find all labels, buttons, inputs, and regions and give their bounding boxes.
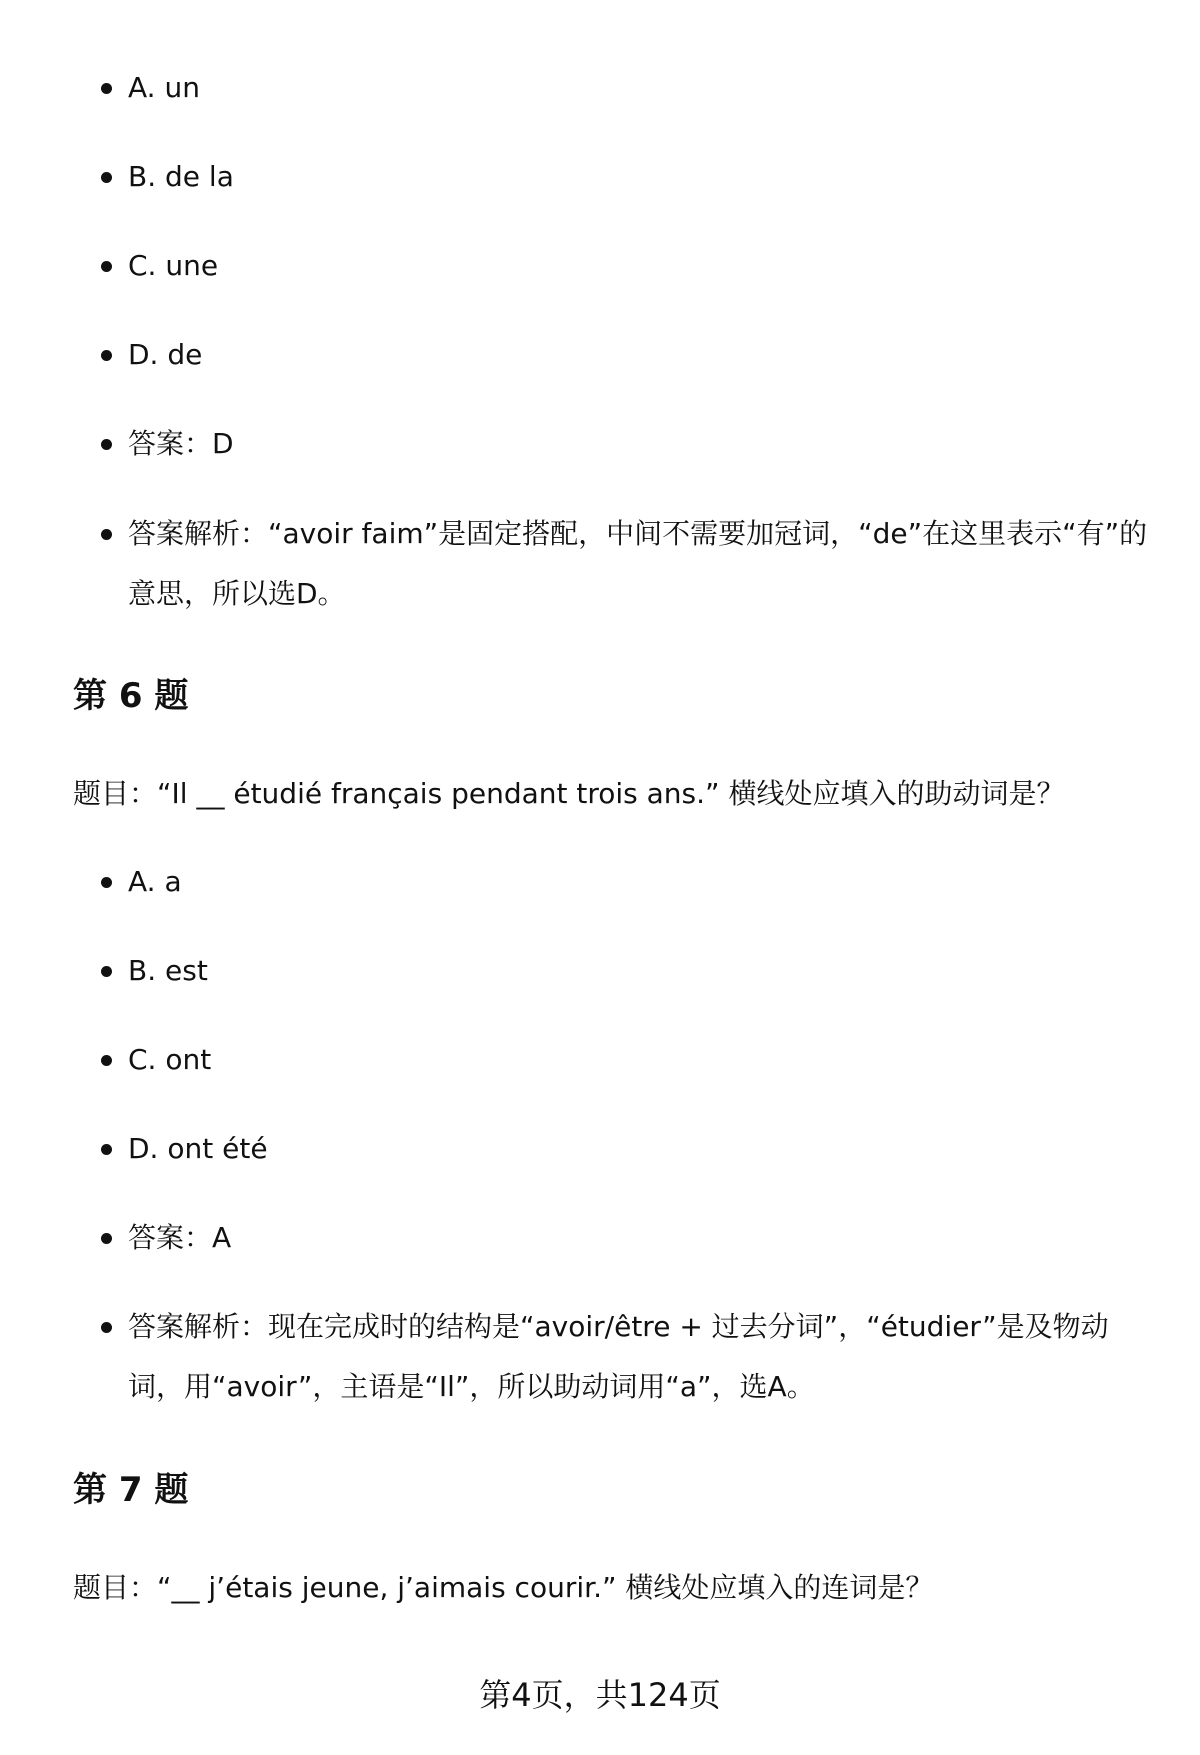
bullet-dot bbox=[101, 172, 112, 183]
answer-text: 答案：A bbox=[128, 1221, 232, 1254]
bullet-dot bbox=[101, 350, 112, 361]
option-text: A. a bbox=[128, 865, 182, 898]
option-text: C. ont bbox=[128, 1043, 212, 1076]
option-text: D. de bbox=[128, 338, 203, 371]
answer-item bbox=[128, 1208, 1158, 1268]
bullet-dot bbox=[101, 439, 112, 450]
list-item bbox=[128, 852, 1158, 912]
list-item bbox=[128, 325, 1158, 385]
explanation-text: 答案解析：现在完成时的结构是“avoir/être + 过去分词”，“étudier”是及物动词，用“avoir”，主语是“Il”，所以助动词用“a”，选A。 bbox=[128, 1310, 1109, 1403]
bullet-dot bbox=[101, 877, 112, 888]
answer-item bbox=[128, 414, 1158, 474]
question-heading: 第 7 题 bbox=[73, 1470, 189, 1510]
list-item bbox=[128, 236, 1158, 296]
explanation-item bbox=[128, 1297, 1158, 1417]
option-text: B. est bbox=[128, 954, 208, 987]
explanation-text: 答案解析：“avoir faim”是固定搭配，中间不需要加冠词，“de”在这里表示“有”的意思，所以选D。 bbox=[128, 517, 1148, 610]
bullet-dot bbox=[101, 261, 112, 272]
bullet-dot bbox=[101, 83, 112, 94]
bullet-dot bbox=[101, 966, 112, 977]
bullet-dot bbox=[101, 1144, 112, 1155]
bullet-dot bbox=[101, 1233, 112, 1244]
bullet-dot bbox=[101, 1322, 112, 1333]
question-heading: 第 6 题 bbox=[73, 676, 189, 716]
list-item bbox=[128, 1119, 1158, 1179]
answer-text: 答案：D bbox=[128, 427, 234, 460]
list-item bbox=[128, 941, 1158, 1001]
list-item bbox=[128, 1030, 1158, 1090]
option-text: C. une bbox=[128, 249, 219, 282]
option-text: A. un bbox=[128, 71, 200, 104]
bullet-dot bbox=[101, 1055, 112, 1066]
list-item bbox=[128, 58, 1158, 118]
question-text: 题目：“__ j’étais jeune, j’aimais courir.” 横线处应填入的连词是？ bbox=[73, 1571, 934, 1604]
list-item bbox=[128, 147, 1158, 207]
option-text: B. de la bbox=[128, 160, 234, 193]
bullet-dot bbox=[101, 529, 112, 540]
question-text: 题目：“Il __ étudié français pendant trois ans.” 横线处应填入的助动词是？ bbox=[73, 777, 1065, 810]
explanation-item bbox=[128, 504, 1158, 624]
option-text: D. ont été bbox=[128, 1132, 268, 1165]
page-number: 第4页，共124页 bbox=[479, 1676, 721, 1714]
